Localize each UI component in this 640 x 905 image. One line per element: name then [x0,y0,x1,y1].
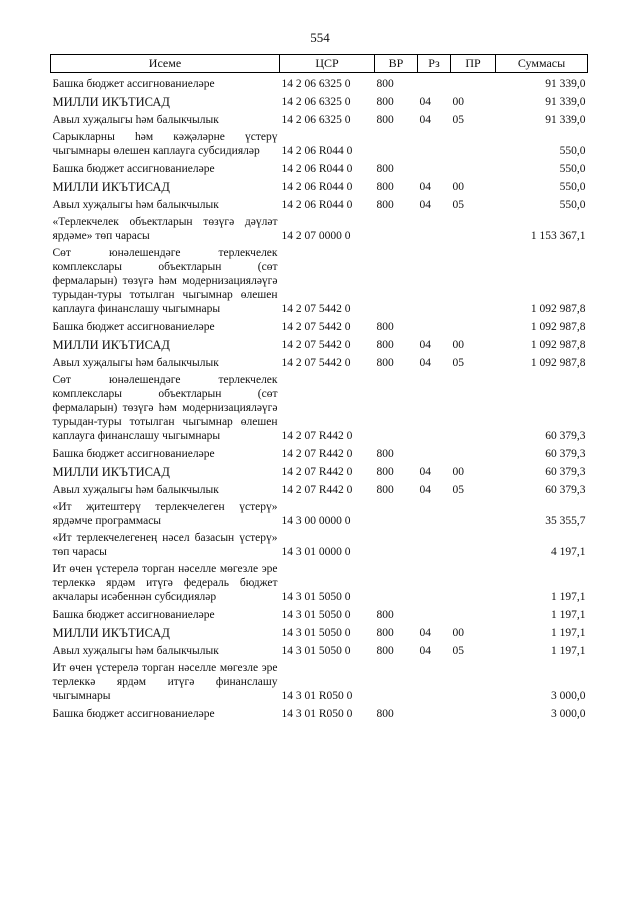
cell-csr: 14 2 06 6325 0 [281,77,351,90]
cell-sum: 550,0 [559,162,586,175]
cell-sum: 60 379,3 [545,447,586,460]
cell-rz: 04 [419,95,431,108]
cell-pr [451,316,496,334]
cell-pr [451,127,496,158]
table-row [51,461,588,479]
cell-name: Авыл хуҗалыгы һәм балыкчылык [52,198,219,211]
cell-csr: 14 2 06 R044 0 [281,180,353,193]
cell-sum: 91 339,0 [545,95,586,108]
cell-sum: 91 339,0 [545,113,586,126]
cell-csr: 14 2 07 R442 0 [281,465,353,478]
table-row [51,658,588,703]
column-header-vr: ВР [375,55,418,73]
column-header-rz: Рз [418,55,451,73]
cell-sum: 550,0 [559,144,586,157]
cell-vr [375,528,418,559]
cell-pr: 00 [452,338,464,351]
cell-rz [418,497,451,528]
cell-vr: 800 [376,113,394,126]
cell-pr [451,703,496,721]
cell-vr: 800 [376,483,394,496]
table-row [51,352,588,370]
cell-rz [418,559,451,604]
cell-vr: 800 [376,198,394,211]
cell-sum: 550,0 [559,198,586,211]
cell-pr: 00 [452,465,464,478]
cell-vr: 800 [376,465,394,478]
cell-name: Башка бюджет ассигнованиеләре [52,608,215,621]
cell-vr: 800 [376,180,394,193]
cell-csr: 14 2 07 R442 0 [281,447,353,460]
table-row [51,443,588,461]
table-row [51,334,588,352]
cell-csr: 14 2 06 R044 0 [281,144,353,157]
cell-csr: 14 2 06 6325 0 [281,113,351,126]
cell-sum: 60 379,3 [545,429,586,442]
cell-rz [418,243,451,316]
cell-rz [418,212,451,243]
cell-sum: 1 092 987,8 [530,356,586,369]
cell-pr [451,528,496,559]
cell-name: МИЛЛИ ИКЪТИСАД [52,625,170,640]
cell-csr: 14 3 00 0000 0 [281,514,351,527]
cell-sum: 550,0 [559,180,586,193]
cell-pr: 00 [452,95,464,108]
cell-name: Башка бюджет ассигнованиеләре [52,447,215,460]
cell-sum: 3 000,0 [551,707,586,720]
cell-rz [418,658,451,703]
cell-csr: 14 3 01 R050 0 [281,689,353,702]
cell-name: МИЛЛИ ИКЪТИСАД [52,337,170,352]
cell-rz: 04 [419,198,431,211]
cell-csr: 14 2 07 5442 0 [281,338,351,351]
cell-vr [375,212,418,243]
table-row [51,703,588,721]
table-row [51,243,588,316]
cell-rz [418,370,451,443]
cell-pr [451,370,496,443]
cell-rz: 04 [419,465,431,478]
cell-pr: 05 [452,113,464,126]
table-row [51,212,588,243]
cell-vr [375,497,418,528]
cell-name: Ит өчен үстерелә торган нәселле мөгезле эре терлеккә ярдәм итүгә финанслашу чыгымнары [52,661,278,702]
cell-rz: 04 [419,356,431,369]
cell-pr [451,73,496,91]
table-row [51,559,588,604]
cell-sum: 3 000,0 [551,689,586,702]
cell-csr: 14 3 01 5050 0 [281,590,351,603]
cell-rz [418,158,451,176]
cell-pr [451,604,496,622]
cell-csr: 14 2 07 R442 0 [281,483,353,496]
column-header-sum: Суммасы [496,55,588,73]
cell-vr [375,559,418,604]
cell-rz [418,73,451,91]
cell-name: Башка бюджет ассигнованиеләре [52,162,215,175]
cell-csr: 14 2 07 5442 0 [281,356,351,369]
cell-rz: 04 [419,483,431,496]
cell-csr: 14 3 01 5050 0 [281,626,351,639]
cell-rz: 04 [419,113,431,126]
cell-sum: 1 197,1 [551,608,586,621]
cell-vr: 800 [376,95,394,108]
cell-sum: 35 355,7 [545,514,586,527]
cell-pr: 05 [452,356,464,369]
cell-rz: 04 [419,626,431,639]
cell-vr [375,127,418,158]
cell-vr: 800 [376,447,394,460]
cell-pr [451,497,496,528]
column-header-csr: ЦСР [280,55,375,73]
table-row [51,158,588,176]
cell-vr [375,370,418,443]
cell-sum: 1 197,1 [551,644,586,657]
table-row [51,604,588,622]
cell-name: Сөт юнәлешендәге терлекчелек комплекслары объектларын (сөт фермаларын) төзүгә һәм модернизацияләүгә турыдан-туры тотылган чыгымнар өлешен каплауга финанслашу чыгымнары [52,373,278,442]
table-row [51,479,588,497]
cell-name: «Терлекчелек объектларын төзүгә дәүләт ярдәме» төп чарасы [52,215,278,242]
cell-name: «Ит терлекчелегенең нәсел базасын үстерү» төп чарасы [52,531,278,558]
cell-sum: 1 092 987,8 [530,338,586,351]
cell-rz [418,703,451,721]
page-number: 554 [310,30,330,45]
column-header-pr: ПР [451,55,496,73]
cell-pr [451,243,496,316]
cell-vr: 800 [376,608,394,621]
table-row [51,316,588,334]
cell-sum: 60 379,3 [545,465,586,478]
cell-name: Авыл хуҗалыгы һәм балыкчылык [52,483,219,496]
cell-csr: 14 2 06 R044 0 [281,198,353,211]
cell-name: МИЛЛИ ИКЪТИСАД [52,179,170,194]
cell-vr: 800 [376,356,394,369]
cell-sum: 1 092 987,8 [530,302,586,315]
cell-csr: 14 3 01 0000 0 [281,545,351,558]
cell-pr: 00 [452,180,464,193]
column-header-name: Исеме [51,55,280,73]
cell-rz: 04 [419,180,431,193]
cell-sum: 1 092 987,8 [530,320,586,333]
cell-name: Башка бюджет ассигнованиеләре [52,77,215,90]
cell-sum: 1 153 367,1 [530,229,586,242]
cell-vr: 800 [376,707,394,720]
table-header [51,55,588,73]
cell-pr: 00 [452,626,464,639]
cell-csr: 14 3 01 5050 0 [281,608,351,621]
cell-csr: 14 2 07 0000 0 [281,229,351,242]
budget-table [50,54,588,721]
cell-sum: 4 197,1 [551,545,586,558]
cell-rz: 04 [419,338,431,351]
table-row [51,370,588,443]
cell-csr: 14 2 07 5442 0 [281,302,351,315]
cell-pr [451,658,496,703]
cell-pr: 05 [452,198,464,211]
cell-name: Башка бюджет ассигнованиеләре [52,320,215,333]
table-row [51,528,588,559]
cell-pr [451,212,496,243]
cell-sum: 1 197,1 [551,590,586,603]
table-row [51,73,588,91]
cell-pr [451,443,496,461]
cell-rz [418,443,451,461]
table-row [51,194,588,212]
cell-name: Сөт юнәлешендәге терлекчелек комплекслары объектларын (сөт фермаларын) төзүгә һәм модернизацияләүгә турыдан-туры тотылган чыгымнар өлешен каплауга финанслашу чыгымнары [52,246,278,315]
cell-vr: 800 [376,626,394,639]
table-row [51,127,588,158]
cell-csr: 14 2 06 R044 0 [281,162,353,175]
table-body [51,73,588,721]
cell-csr: 14 3 01 5050 0 [281,644,351,657]
table-row [51,497,588,528]
cell-vr: 800 [376,338,394,351]
cell-vr: 800 [376,77,394,90]
cell-pr [451,158,496,176]
cell-name: Сарыкларны һәм кәҗәләрне үстерү чыгымнары өлешен каплауга субсидияләр [52,130,278,157]
cell-name: «Ит җитештерү терлекчелеген үстерү» ярдәмче программасы [52,500,278,527]
cell-pr [451,559,496,604]
cell-vr: 800 [376,644,394,657]
cell-csr: 14 2 07 5442 0 [281,320,351,333]
table-row [51,176,588,194]
table-row [51,622,588,640]
cell-rz [418,604,451,622]
cell-sum: 1 197,1 [551,626,586,639]
cell-pr: 05 [452,483,464,496]
table-row [51,109,588,127]
cell-rz [418,528,451,559]
cell-vr [375,658,418,703]
cell-name: Авыл хуҗалыгы һәм балыкчылык [52,356,219,369]
cell-sum: 91 339,0 [545,77,586,90]
cell-rz: 04 [419,644,431,657]
cell-name: МИЛЛИ ИКЪТИСАД [52,94,170,109]
cell-pr: 05 [452,644,464,657]
cell-csr: 14 3 01 R050 0 [281,707,353,720]
cell-rz [418,127,451,158]
cell-name: Авыл хуҗалыгы һәм балыкчылык [52,113,219,126]
cell-name: Ит өчен үстерелә торган нәселле мөгезле эре терлеккә ярдәм итүгә федераль бюджет акчалары исәбеннән субсидияләр [52,562,278,603]
cell-name: МИЛЛИ ИКЪТИСАД [52,464,170,479]
cell-vr: 800 [376,320,394,333]
cell-sum: 60 379,3 [545,483,586,496]
cell-rz [418,316,451,334]
cell-csr: 14 2 06 6325 0 [281,95,351,108]
cell-csr: 14 2 07 R442 0 [281,429,353,442]
cell-name: Башка бюджет ассигнованиеләре [52,707,215,720]
cell-vr [375,243,418,316]
table-row [51,640,588,658]
cell-name: Авыл хуҗалыгы һәм балыкчылык [52,644,219,657]
table-row [51,91,588,109]
cell-vr: 800 [376,162,394,175]
